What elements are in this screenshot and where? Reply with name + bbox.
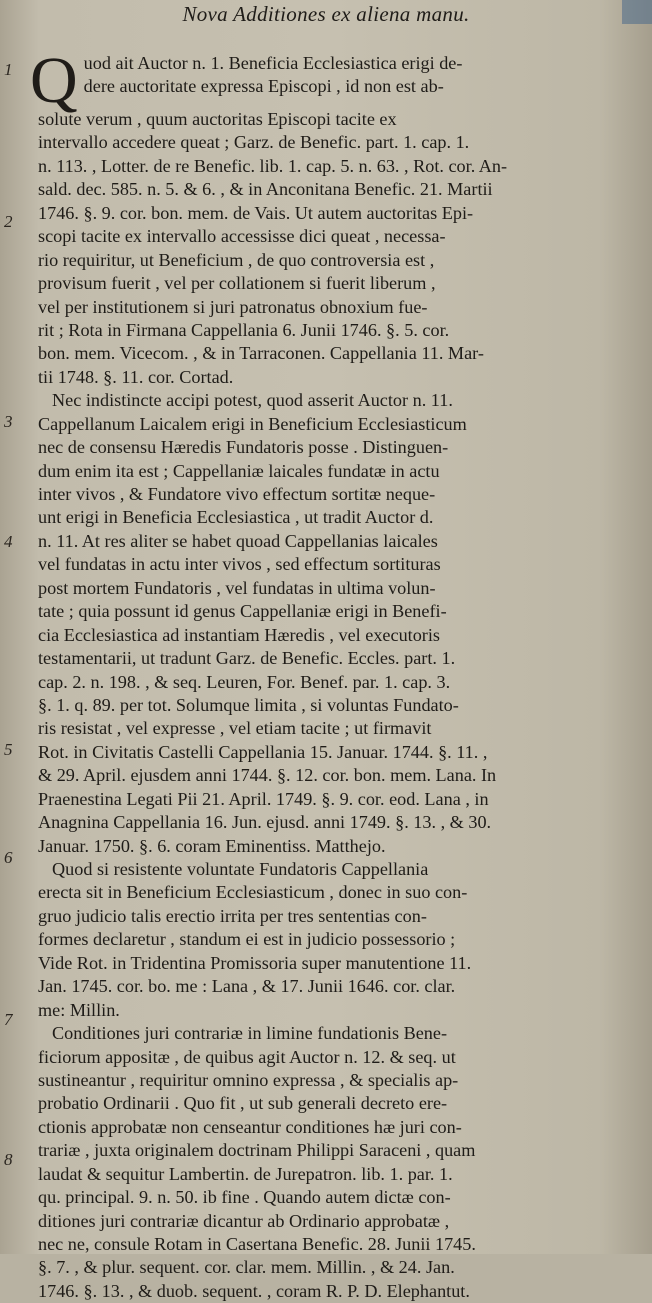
text-line: §. 1. q. 89. per tot. Solumque limita , si voluntas Fundato- (38, 694, 459, 715)
text-line: Praenestina Legati Pii 21. April. 1749. §. 9. cor. eod. Lana , in (38, 788, 489, 809)
text-line: nec de consensu Hæredis Fundatoris posse . Distinguen- (38, 437, 449, 458)
text-line: vel per institutionem si juri patronatus obnoxium fue- (38, 296, 428, 317)
text-line: n. 113. , Lotter. de re Benefic. lib. 1. cap. 5. n. 63. , Rot. cor. An- (38, 155, 508, 176)
margin-number-1: 1 (4, 60, 13, 79)
text-line: ficiorum appositæ , de quibus agit Auctor n. 12. & seq. ut (38, 1046, 456, 1067)
text-line: cap. 2. n. 198. , & seq. Leuren, For. Benef. par. 1. cap. 3. (38, 671, 451, 692)
paragraph-1 (30, 44, 638, 389)
margin-number-2: 2 (4, 212, 13, 231)
text-line: formes declaretur , standum ei est in judicio possessorio ; (38, 929, 456, 950)
text-line: gruo judicio talis erectio irrita per tres sententias con- (38, 905, 427, 926)
text-line: Conditiones juri contrariæ in limine fundationis Bene- (52, 1023, 448, 1044)
text-line: §. 7. , & plur. sequent. cor. clar. mem. Millin. , & 24. Jan. (38, 1257, 455, 1278)
text-line: Jan. 1745. cor. bo. me : Lana , & 17. Junii 1646. cor. clar. (38, 976, 456, 997)
text-line: trariæ , juxta originalem doctrinam Philippi Saraceni , quam (38, 1140, 476, 1161)
margin-number-6: 6 (4, 848, 13, 867)
text-line: tii 1748. §. 11. cor. Cortad. (38, 366, 234, 387)
text-line: qu. principal. 9. n. 50. ib fine . Quando autem dictæ con- (38, 1187, 451, 1208)
text-line: Anagnina Cappellania 16. Jun. ejusd. anni 1749. §. 13. , & 30. (38, 812, 492, 833)
text-line: ris resistat , vel expresse , vel etiam tacite ; ut firmavit (38, 718, 432, 739)
text-line: Cappellanum Laicalem erigi in Beneficium Ecclesiasticum (38, 413, 467, 434)
text-line: cia Ecclesiastica ad instantiam Hæredis , vel executoris (38, 624, 440, 645)
text-line: vel fundatas in actu inter vivos , sed effectum sortituras (38, 554, 441, 575)
text-line: solute verum , quum auctoritas Episcopi tacite ex (38, 109, 397, 129)
text-line: Rot. in Civitatis Castelli Cappellania 15. Januar. 1744. §. 11. , (38, 741, 488, 762)
text-line: sustineantur , requiritur omnino expressa , & specialis ap- (38, 1069, 459, 1090)
text-line: inter vivos , & Fundatore vivo effectum sortitæ neque- (38, 484, 436, 504)
text-line: testamentarii, ut tradunt Garz. de Benefic. Eccles. part. 1. (38, 648, 456, 669)
text-line: intervallo accedere queat ; Garz. de Benefic. part. 1. cap. 1. (38, 132, 470, 153)
text-line: laudat & sequitur Lambertin. de Jurepatron. lib. 1. par. 1. (38, 1163, 453, 1184)
margin-number-4: 4 (4, 532, 13, 551)
paragraph-2 (38, 389, 638, 858)
text-line: dere auctoritate expressa Episcopi , id non est ab- (83, 76, 444, 97)
text-line: uod ait Auctor n. 1. Beneficia Ecclesiastica erigi de- (83, 53, 463, 73)
text-line: sald. dec. 585. n. 5. & 6. , & in Anconitana Benefic. 21. Martii (38, 179, 493, 200)
text-line: ctionis approbatæ non censeantur conditiones hæ juri con- (38, 1116, 462, 1137)
paragraph-4 (38, 1022, 638, 1303)
text-line: 1746. §. 13. , & duob. sequent. , coram R. P. D. Elephantut. (38, 1280, 470, 1301)
text-line: me: Millin. (38, 999, 120, 1020)
margin-number-3: 3 (4, 412, 13, 431)
text-line: unt erigi in Beneficia Ecclesiastica , ut tradit Auctor d. (38, 507, 434, 528)
text-line: post mortem Fundatoris , vel fundatas in ultima volun- (38, 577, 436, 598)
text-line: dum enim ita est ; Cappellaniæ laicales fundatæ in actu (38, 460, 440, 481)
paragraph-3 (38, 858, 638, 1022)
text-line: probatio Ordinarii . Quo fit , ut sub generali decreto ere- (38, 1093, 448, 1114)
margin-number-7: 7 (4, 1010, 13, 1029)
margin-number-5: 5 (4, 740, 13, 759)
margin-number-8: 8 (4, 1150, 13, 1169)
text-line: nec ne, consule Rotam in Casertana Benefic. 28. Junii 1745. (38, 1234, 476, 1254)
text-line: provisum fuerit , vel per collationem si fuerit liberum , (38, 273, 436, 294)
text-line: tate ; quia possunt id genus Cappellaniæ erigi in Benefi- (38, 601, 447, 622)
text-line: Nec indistincte accipi potest, quod asserit Auctor n. 11. (52, 390, 453, 411)
text-line: 1746. §. 9. cor. bon. mem. de Vais. Ut autem auctoritas Epi- (38, 202, 474, 223)
text-line: rio requiritur, ut Beneficium , de quo controversia est , (38, 249, 435, 270)
dropcap-letter: Q (30, 44, 78, 117)
text-line: n. 11. At res aliter se habet quoad Cappellanias laicales (38, 530, 438, 551)
text-line: scopi tacite ex intervallo accessisse dici queat , necessa- (38, 226, 446, 247)
running-head: Nova Additiones ex aliena manu. (182, 2, 470, 26)
body-text (30, 44, 638, 1303)
text-line: Januar. 1750. §. 6. coram Eminentiss. Matthejo. (38, 835, 386, 856)
text-line: Vide Rot. in Tridentina Promissoria super manutentione 11. (38, 952, 472, 973)
text-line: & 29. April. ejusdem anni 1744. §. 12. cor. bon. mem. Lana. In (38, 765, 497, 786)
text-line: rit ; Rota in Firmana Cappellania 6. Junii 1746. §. 5. cor. (38, 319, 450, 340)
text-line: bon. mem. Vicecom. , & in Tarraconen. Cappellania 11. Mar- (38, 343, 484, 364)
text-line: erecta sit in Beneficium Ecclesiasticum , donec in suo con- (38, 882, 468, 903)
text-line: Quod si resistente voluntate Fundatoris Cappellania (52, 859, 429, 879)
text-line: ditiones juri contrariæ dicantur ab Ordinario approbatæ , (38, 1210, 450, 1231)
